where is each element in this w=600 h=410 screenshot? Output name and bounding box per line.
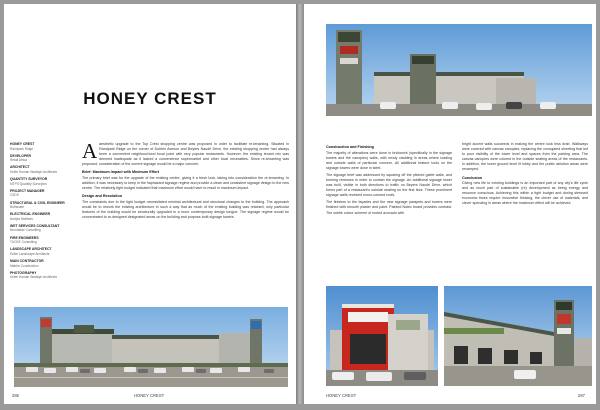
- shopping-centre-panorama-photo: [14, 307, 288, 387]
- credit-role: LANDSCAPE ARCHITECT: [10, 247, 52, 252]
- section-heading-design: Design and Resolution: [82, 194, 122, 199]
- right-column-one: [326, 142, 452, 218]
- section-text-brief: The primary brief was for the upgrade of the existing centre, giving it a fresh look, taking into consideration the re-tenanting. In addition, it was necessary to keep in the haphazard signage regime and provide a clean and consistent signage design to the new centre. The relatively tight budget indicated that maximum effort would have to result in maximum impact.: [82, 175, 289, 191]
- credit-name: Keller Homan Wanklyn Architects: [10, 169, 58, 174]
- left-page: [4, 4, 296, 404]
- section-text-finishes: The finishes to the façades and the new signage parapets and towers were finished with smooth plaster and paint. Painted Nutec board provides contrast. The subtle colour scheme of muted avocado with: [326, 200, 452, 215]
- red-signage-tower-photo: [326, 286, 438, 386]
- article-title: HONEY CREST: [83, 89, 217, 108]
- credit-entry: [10, 154, 72, 163]
- section-text-walkways: bright accent walls succeeds in making the centre look less drab. Walkways were covered with canvas canopies, replacing the corrugated sheeting that led to poor visibility of the tower level and spaces from the parking area. The canvas canopies were colored in the outside seating areas of the restaurants. In addition, the lower ground level lit lobby and the public ablution areas were revamped.: [462, 142, 588, 172]
- building-tower-photo: [326, 24, 592, 116]
- credit-entry: [10, 142, 72, 151]
- intro-text: aesthetic upgrade to the Top Crest shopping centre was proposed in order to facilitate re-tenanting. Situated in Randpark Ridge on the corner of Dubbin Avenue and Beyers Naudé Drive, the existing shopping centre had always been a convenient neighbourhood focal point with very popular restaurants. However, the existing tenant mix was deemed inadequate as it lacked a convenience supermarket and other local necessities. Since re-tenanting was proposed, consideration of the current signage would be a major concern.: [82, 142, 289, 167]
- credit-entry: [10, 271, 72, 280]
- credit-name: Keller Landscape Architects: [10, 251, 50, 256]
- credit-role: STRUCTURAL & CIVIL ENGINEER: [10, 200, 65, 205]
- section-heading-conclusion: Conclusion: [462, 175, 483, 180]
- credit-entry: [10, 224, 72, 233]
- credit-role: ARCHITECT: [10, 165, 30, 170]
- drop-cap: A: [82, 139, 98, 163]
- section-text-signage: The signage brief was addressed by squaring off the pitched gable walls, and forming recesses in order to contain the signage. An additional signage tower was built, visible in both directions to traffic on Beyers Naudé Drive, which forms part of a restaurant's outside seating on the first floor. These prominent signage walls received mono-colored roofs.: [326, 172, 452, 198]
- credit-entry: [10, 259, 72, 268]
- credit-name: Randpark Ridge: [10, 146, 34, 151]
- panorama-illustration: [14, 307, 288, 387]
- right-page: [304, 4, 596, 404]
- credit-name: CSDS: [10, 193, 19, 198]
- credit-role: WET SERVICES CONSULTANT: [10, 223, 60, 228]
- credit-name: Retail Africa: [10, 158, 28, 163]
- credit-entry: [10, 201, 72, 210]
- credit-entry: [10, 177, 72, 186]
- section-text-conclusion: Giving new life to existing buildings is an important part of any city's life cycle and as much part of sustainable (re) development as being energy and resource conscious. Achieving this within a tight budget and during stressed economic times require innovative thinking, the clever use of materials, and clever spending in areas where the maximum effect will be achieved.: [462, 181, 588, 206]
- left-running-title: HONEY CREST: [134, 393, 165, 398]
- right-running-title: HONEY CREST: [326, 393, 357, 398]
- credit-name: Neomaker Consulting: [10, 228, 41, 233]
- credit-name: Bothwater: [10, 205, 25, 210]
- credit-role: QUANTITY SURVEYOR: [10, 177, 48, 182]
- book-gutter: [296, 4, 304, 404]
- credit-role: ELECTRICAL ENGINEER: [10, 212, 51, 217]
- credit-entry: [10, 236, 72, 245]
- intro-paragraph: [82, 139, 289, 167]
- credit-role: FIRE ENGINEERS: [10, 235, 39, 240]
- credit-entry: [10, 247, 72, 256]
- facade-illustration: [444, 286, 592, 386]
- credit-role: HONEY CREST: [10, 142, 35, 146]
- red-signage-illustration: [326, 286, 438, 386]
- section-heading-brief: Brief: Maximum Impact with Minimum Effort: [82, 170, 160, 175]
- credit-name: MTPS Quantity Surveyors: [10, 181, 47, 186]
- project-credits: [10, 142, 72, 282]
- section-heading-construction: Construction and Finishing: [326, 145, 374, 149]
- tower-illustration: [326, 24, 592, 116]
- credit-role: MAIN CONTRACTOR: [10, 259, 44, 264]
- credit-name: TUCKE Consulting: [10, 240, 37, 245]
- credit-name: Nortjes Mofitses: [10, 216, 33, 221]
- credit-name: Mabbe Construction: [10, 263, 39, 268]
- right-page-number: 287: [578, 393, 585, 398]
- section-text-construction: The majority of alterations were done in brickwork (specifically in the signage towers and the canopies) walls, with newly cladding in areas where loading and outside walls of particular concern. All additional feature tools on the signage towers were done in steel.: [326, 150, 452, 170]
- credit-role: DEVELOPER: [10, 153, 31, 158]
- section-text-design: The constraints due to the tight budget necessitated minimal architectural and structural changes to the building. The approach would be to rework the existing architecture in such a way that as much of the existing building was retained; only particular features of the building would be structurally upgraded in a more contemporary design tongue. The signage regime would be concentrated to re-designed designated areas on the building and purpose-built signage towers.: [82, 199, 289, 220]
- credit-entry: [10, 189, 72, 198]
- credit-entry: [10, 165, 72, 174]
- left-page-number: 286: [12, 393, 19, 398]
- credit-name: Keller Homan Wanklyn Architects: [10, 275, 58, 280]
- credit-role: PHOTOGRAPHY: [10, 270, 37, 275]
- intro-column: [82, 139, 289, 222]
- shopping-centre-facade-photo: [444, 286, 592, 386]
- credit-entry: [10, 212, 72, 221]
- right-column-two: [462, 142, 588, 209]
- credit-role: PROJECT MANAGER: [10, 188, 45, 193]
